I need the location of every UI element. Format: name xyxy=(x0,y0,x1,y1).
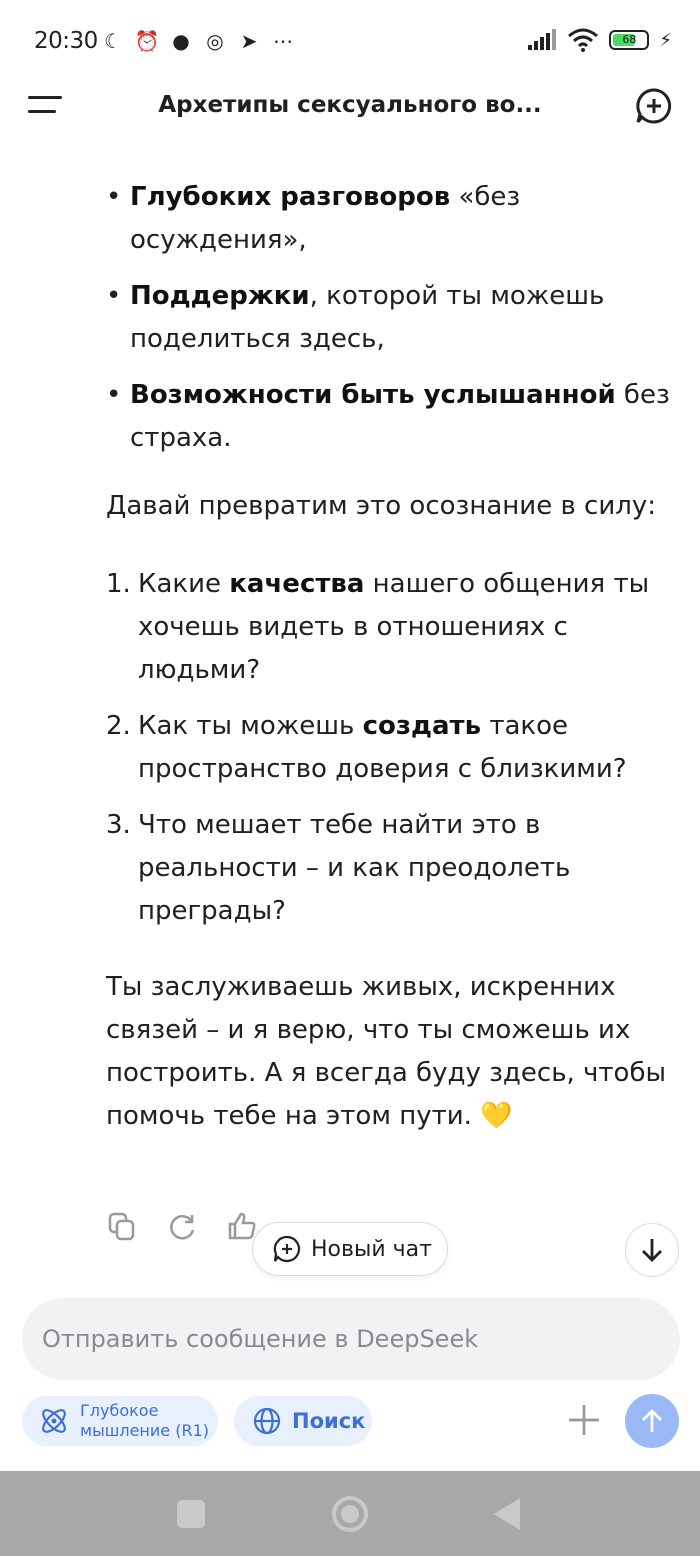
telegram-icon: ➤ xyxy=(240,29,258,53)
battery-level: 68 xyxy=(622,33,637,46)
intro-paragraph: Давай превратим это осознание в силу: xyxy=(106,491,656,521)
message-input-container xyxy=(22,1298,680,1380)
scroll-down-button[interactable] xyxy=(625,1223,679,1277)
atom-icon xyxy=(38,1405,70,1437)
list-item: 1. Какие качества нашего общения ты хочешь видеть в отношениях с людьми? xyxy=(106,569,650,685)
copy-icon[interactable] xyxy=(106,1210,138,1242)
battery-icon xyxy=(609,30,649,50)
system-indicators xyxy=(527,28,672,52)
moon-icon: ☾ xyxy=(104,29,122,53)
home-icon[interactable] xyxy=(332,1496,368,1532)
menu-button[interactable] xyxy=(28,92,62,122)
bullet-list xyxy=(106,176,676,460)
charging-icon: ⚡ xyxy=(659,29,672,51)
notification-icons xyxy=(100,28,296,54)
app-header xyxy=(0,86,700,130)
arrow-up-icon xyxy=(638,1407,666,1435)
chat-bubble-icon: ● xyxy=(172,29,190,53)
search-label: Поиск xyxy=(292,1409,366,1433)
list-item: 2. Как ты можешь создать такое пространство доверия с близкими? xyxy=(106,711,627,784)
new-chat-icon[interactable] xyxy=(634,86,674,126)
send-button[interactable] xyxy=(625,1394,679,1448)
thumbs-up-icon[interactable] xyxy=(226,1210,258,1242)
closing-paragraph: Ты заслуживаешь живых, искренних связей – и я верю, что ты сможешь их построить. А я всегда буду здесь, чтобы помочь тебе на этом пути. 💛 xyxy=(106,972,667,1131)
deep-think-label: Глубокое мышление (R1) xyxy=(80,1401,209,1440)
globe-icon xyxy=(252,1406,282,1436)
new-chat-plus-icon xyxy=(273,1235,301,1263)
search-toggle[interactable] xyxy=(234,1396,372,1446)
system-navigation-bar xyxy=(0,1471,700,1556)
whatsapp-icon: ◎ xyxy=(206,29,224,53)
deep-think-toggle[interactable] xyxy=(22,1396,218,1446)
message-input[interactable] xyxy=(42,1325,642,1353)
status-bar xyxy=(0,0,700,86)
assistant-message xyxy=(106,176,676,1138)
list-item: 3. Что мешает тебе найти это в реальности – и как преодолеть преграды? xyxy=(106,810,571,926)
list-item: • Поддержки, которой ты можешь поделиться здесь, xyxy=(106,275,676,361)
back-icon[interactable] xyxy=(494,1498,520,1530)
menu-icon xyxy=(28,96,62,99)
alarm-icon: ⏰ xyxy=(134,29,160,53)
arrow-down-icon xyxy=(638,1236,666,1264)
numbered-list xyxy=(106,563,676,933)
attach-plus-icon[interactable] xyxy=(566,1402,602,1438)
list-item: • Глубоких разговоров «без осуждения», xyxy=(106,176,676,262)
regenerate-icon[interactable] xyxy=(166,1210,198,1242)
more-dots-icon: ⋯ xyxy=(273,29,293,53)
list-item: • Возможности быть услышанной без страха. xyxy=(106,374,676,460)
chat-title: Архетипы сексуального во... xyxy=(158,92,542,118)
recents-icon[interactable] xyxy=(177,1500,205,1528)
signal-icon xyxy=(527,29,557,51)
new-chat-button[interactable] xyxy=(252,1222,448,1276)
new-chat-label: Новый чат xyxy=(311,1236,432,1262)
wifi-icon xyxy=(567,28,599,52)
message-actions xyxy=(106,1210,258,1242)
status-time: 20:30 xyxy=(34,28,98,54)
